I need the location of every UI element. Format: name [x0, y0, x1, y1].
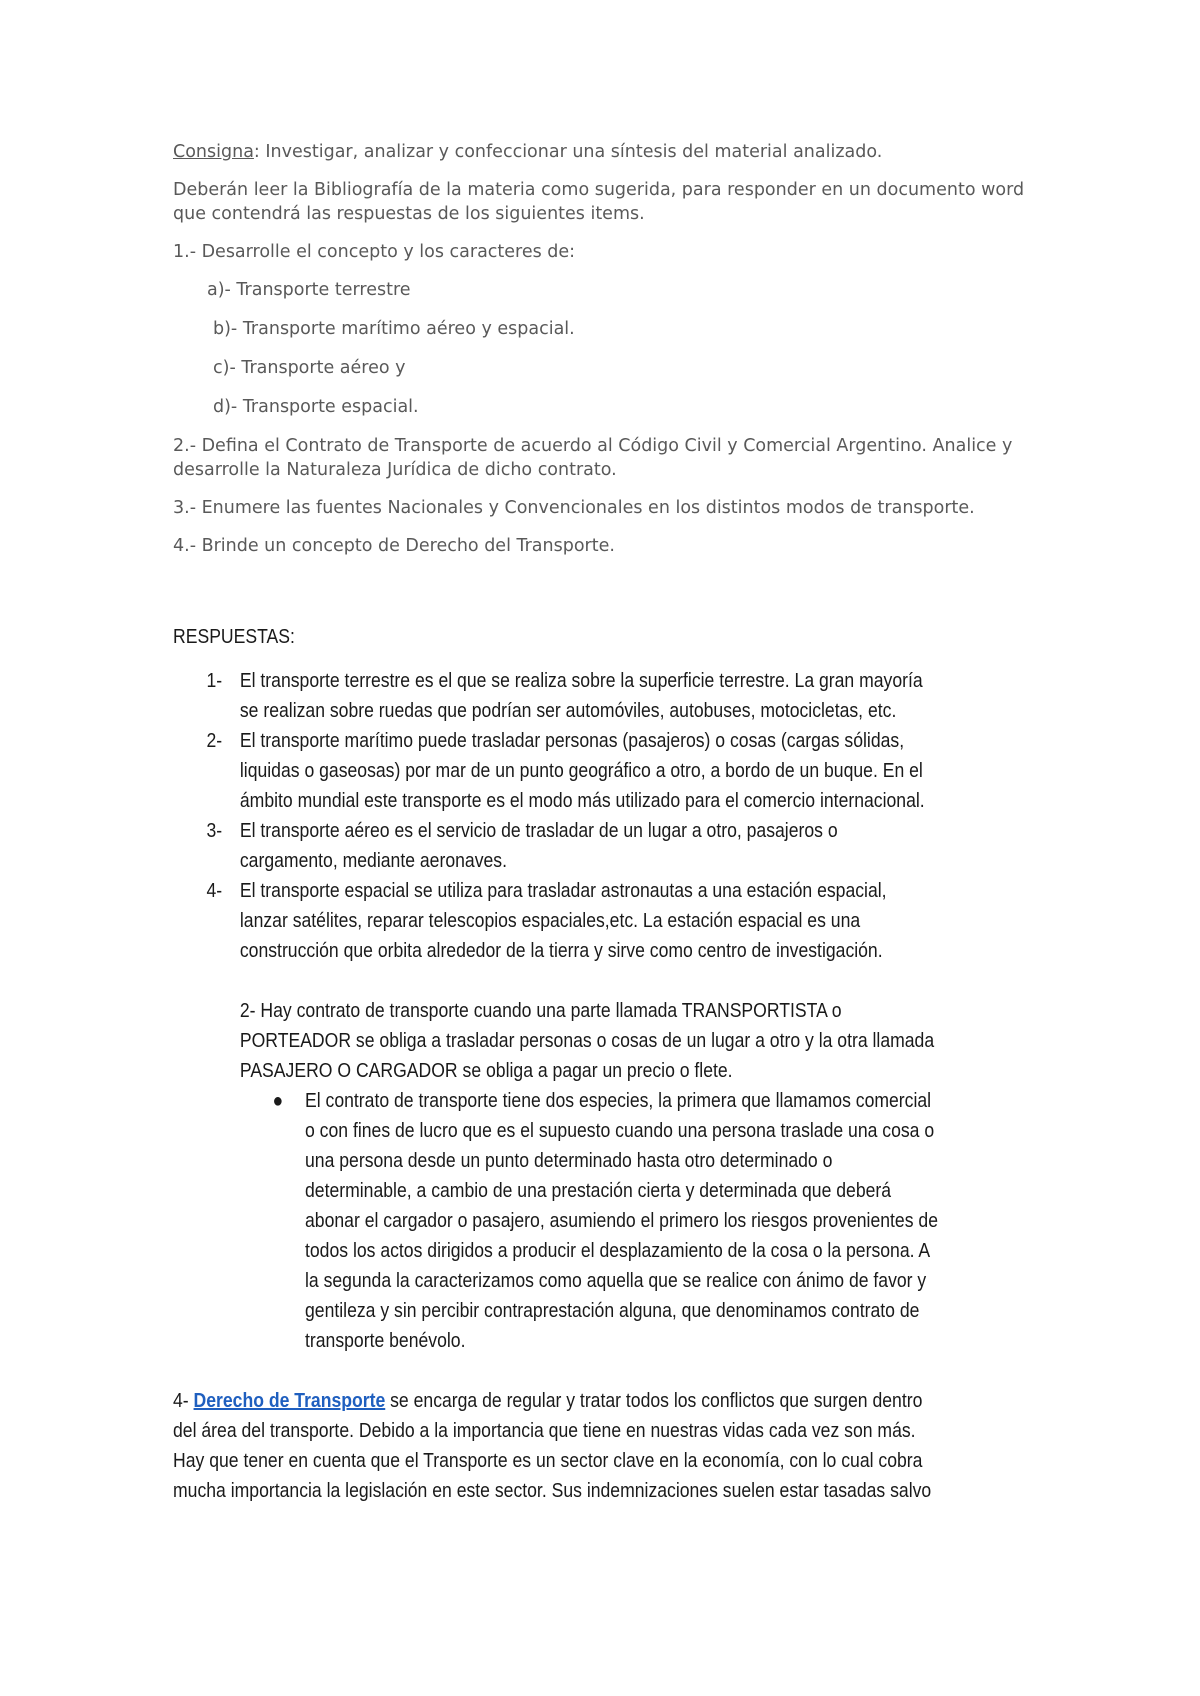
answer-2-bullet	[173, 1086, 939, 1356]
answer-1-list	[173, 666, 939, 966]
list-item-text: El transporte espacial se utiliza para trasladar astronautas a una estación espacial, lanzar satélites, reparar telescopios espaciales,etc. La estación espacial es una construcción que orbita alrededor de la tierra y sirve como centro de investigación.	[239, 880, 887, 962]
consigna-text: : Investigar, analizar y confeccionar una síntesis del material analizado.	[253, 142, 883, 162]
answer-4-paragraph	[173, 1386, 939, 1506]
question-1-item-b: b)- Transporte marítimo aéreo y espacial.	[213, 319, 575, 339]
bullet-text: El contrato de transporte tiene dos especies, la primera que llamamos comercial o con fines de lucro que es el supuesto cuando una persona traslade una cosa o una persona desde un punto determinado hasta otro determinado o determinable, a cambio de una prestación cierta y determinada que deberá abonar el cargador o pasajero, asumiendo el primero los riesgos provenientes de todos los actos dirigidos a producir el desplazamiento de la cosa o la persona. A la segunda la caracterizamos como aquella que se realice con ánimo de favor y gentileza y sin percibir contraprestación alguna, que denominamos contrato de transporte benévolo.	[305, 1090, 938, 1352]
list-item	[173, 816, 939, 876]
list-item-text: El transporte terrestre es el que se realiza sobre la superficie terrestre. La gran mayoría se realizan sobre ruedas que podrían ser automóviles, autobuses, motocicletas, etc.	[239, 670, 923, 722]
answers-heading: RESPUESTAS:	[173, 626, 295, 648]
derecho-de-transporte-link[interactable]: Derecho de Transporte	[193, 1390, 386, 1412]
assignment-prompt	[173, 140, 1033, 572]
list-item-number: 4-	[206, 880, 223, 902]
answer-4-text: se encarga de regular y tratar todos los conflictos que surgen dentro del área del transporte. Debido a la importancia que tiene en nuestras vidas cada vez son más. Hay que tener en cuenta que el Transporte es un sector clave en la economía, con lo cual cobra mucha importancia la legislación en este sector. Sus indemnizaciones suelen estar tasadas salvo	[173, 1390, 932, 1502]
instructions-paragraph: Deberán leer la Bibliografía de la materia como sugerida, para responder en un documento word que contendrá las respuestas de los siguientes items.	[173, 180, 1025, 224]
consigna-paragraph	[173, 140, 1033, 164]
question-1-item-a: a)- Transporte terrestre	[207, 280, 411, 300]
bullet-icon: ●	[272, 1090, 284, 1112]
question-1-item-c: c)- Transporte aéreo y	[213, 358, 406, 378]
answers-section	[173, 622, 939, 1506]
list-item-number: 3-	[206, 820, 223, 842]
list-item-text: El transporte marítimo puede trasladar personas (pasajeros) o cosas (cargas sólidas, liquidas o gaseosas) por mar de un punto geográfico a otro, a bordo de un buque. En el ámbito mundial este transporte es el modo más utilizado para el comercio internacional.	[239, 730, 925, 812]
list-item	[173, 876, 939, 966]
consigna-label: Consigna	[173, 142, 254, 162]
question-3: 3.- Enumere las fuentes Nacionales y Convencionales en los distintos modos de transporte.	[173, 498, 975, 518]
question-4: 4.- Brinde un concepto de Derecho del Transporte.	[173, 536, 615, 556]
list-item-number: 1-	[206, 670, 223, 692]
answer-2-paragraph: 2- Hay contrato de transporte cuando una parte llamada TRANSPORTISTA o PORTEADOR se obliga a trasladar personas o cosas de un lugar a otro y la otra llamada PASAJERO O CARGADOR se obliga a pagar un precio o flete.	[239, 1000, 935, 1082]
list-item	[173, 666, 939, 726]
list-item-number: 2-	[206, 730, 223, 752]
answer-4-prefix: 4-	[173, 1390, 194, 1412]
list-item-text: El transporte aéreo es el servicio de trasladar de un lugar a otro, pasajeros o cargamento, mediante aeronaves.	[239, 820, 838, 872]
question-1-item-d: d)- Transporte espacial.	[213, 397, 419, 417]
list-item	[173, 726, 939, 816]
question-2: 2.- Defina el Contrato de Transporte de acuerdo al Código Civil y Comercial Argentino. Analice y desarrolle la Naturaleza Jurídica de dicho contrato.	[173, 436, 1013, 480]
question-1: 1.- Desarrolle el concepto y los caracteres de:	[173, 242, 576, 262]
